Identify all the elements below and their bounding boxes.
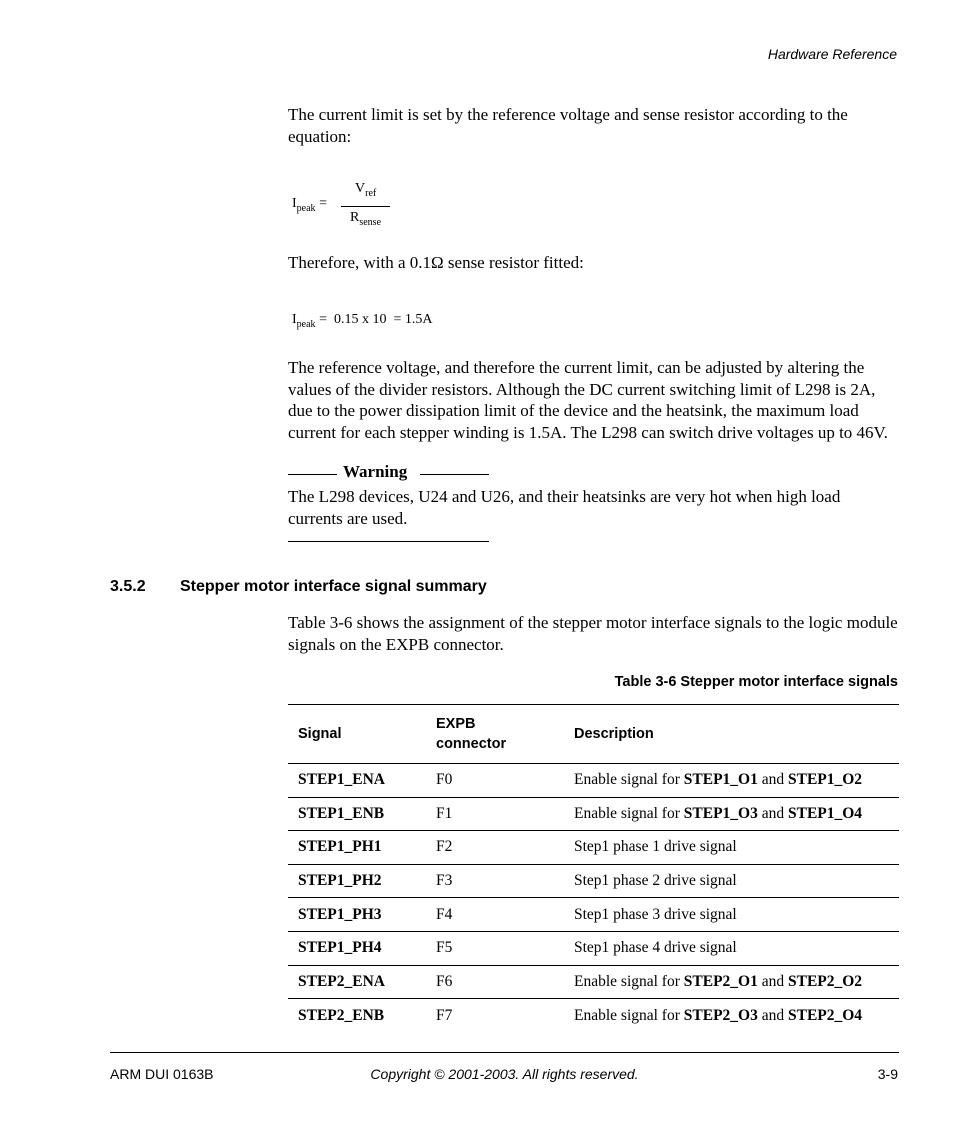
warning-title: Warning — [343, 462, 408, 481]
description-text: and — [757, 771, 788, 789]
adjust-paragraph: The reference voltage, and therefore the current limit, can be adjusted by altering the values of the divider resistors. Although the DC current switching limit of L298 is 2A, due to the power dissipation limit of the device and the heatsink, the maximum load current for each stepper winding is 1.5A. The L298 can switch drive voltages up to 46V. — [288, 358, 888, 442]
peak-current-calculation: $I_{peak} = 0.15$ x 10 = 1.5A — [292, 312, 433, 330]
equation-numerator: $V_{ref}$ — [355, 181, 377, 199]
description-text: and — [757, 972, 788, 990]
description-cell — [564, 797, 899, 831]
signal-cell: STEP1_PH3 — [298, 905, 382, 923]
warning-text: The L298 devices, U24 and U26, and their heatsinks are very hot when high load currents are used. — [288, 487, 841, 528]
description-signal-ref: STEP1_O2 — [787, 771, 863, 789]
signal-cell: STEP2_ENB — [298, 1006, 385, 1024]
description-cell — [564, 965, 899, 999]
description-text: and — [757, 1006, 788, 1024]
section-title: Stepper motor interface signal summary — [180, 578, 487, 595]
description-cell — [564, 864, 899, 898]
expb-cell: F0 — [436, 771, 453, 789]
table-header-row — [288, 705, 899, 764]
description-cell — [564, 831, 899, 865]
footer-rule — [110, 1052, 899, 1053]
fraction-bar — [341, 206, 390, 207]
description-signal-ref: STEP1_O4 — [787, 804, 863, 822]
table-row — [288, 764, 899, 798]
description-text: Step1 phase 3 drive signal — [574, 905, 737, 923]
expb-cell: F6 — [436, 972, 453, 990]
warning-rule-right — [420, 474, 489, 475]
expb-cell: F3 — [436, 872, 453, 890]
signal-cell: STEP1_ENB — [298, 804, 385, 822]
signal-cell: STEP1_PH4 — [298, 939, 382, 957]
therefore-paragraph: Therefore, with a 0.1Ω sense resistor fitted: — [288, 253, 584, 272]
footer-copyright: Copyright © 2001-2003. All rights reserved. — [370, 1066, 639, 1082]
description-cell — [564, 898, 899, 932]
description-text: and — [757, 804, 788, 822]
header-description: Description — [574, 726, 654, 742]
table-row — [288, 999, 899, 1033]
description-text: Enable signal for — [574, 1006, 684, 1024]
warning-rule-left — [288, 474, 337, 475]
warning-end-rule — [288, 541, 489, 542]
intro-paragraph: The current limit is set by the reference voltage and sense resistor according to the equation: — [288, 105, 848, 146]
description-signal-ref: STEP2_O4 — [787, 1006, 863, 1024]
equation-lhs: $I_{peak}$ = — [292, 196, 327, 214]
description-text: Enable signal for — [574, 771, 684, 789]
description-signal-ref: STEP1_O1 — [683, 771, 758, 789]
description-cell — [564, 931, 899, 965]
footer-page-number: 3-9 — [877, 1066, 898, 1082]
expb-cell: F5 — [436, 939, 453, 957]
table-row — [288, 864, 899, 898]
table-row — [288, 898, 899, 932]
equation-denominator: $R_{sense}$ — [350, 210, 382, 228]
header-expb: EXPB connector — [436, 716, 507, 752]
table-row — [288, 797, 899, 831]
description-text: Enable signal for — [574, 804, 684, 822]
expb-cell: F4 — [436, 905, 453, 923]
description-text: Step1 phase 2 drive signal — [574, 872, 737, 890]
table-intro-paragraph: Table 3-6 shows the assignment of the stepper motor interface signals to the logic module signals on the EXPB connector. — [288, 613, 898, 654]
signal-cell: STEP1_PH2 — [298, 872, 382, 890]
header-signal: Signal — [298, 726, 342, 742]
description-signal-ref: STEP2_O3 — [683, 1006, 758, 1024]
description-text: Enable signal for — [574, 972, 684, 990]
expb-cell: F7 — [436, 1006, 453, 1024]
description-cell — [564, 999, 899, 1033]
signals-table — [288, 704, 899, 1032]
signal-cell: STEP2_ENA — [298, 972, 385, 990]
running-head: Hardware Reference — [767, 46, 897, 62]
section-number: 3.5.2 — [110, 578, 146, 595]
signal-cell: STEP1_PH1 — [298, 838, 382, 856]
expb-cell: F2 — [436, 838, 453, 856]
description-signal-ref: STEP1_O3 — [683, 804, 758, 822]
description-text: Step1 phase 4 drive signal — [574, 939, 737, 957]
table-row — [288, 965, 899, 999]
description-signal-ref: STEP2_O1 — [683, 972, 758, 990]
table-row — [288, 931, 899, 965]
description-text: Step1 phase 1 drive signal — [574, 838, 737, 856]
description-signal-ref: STEP2_O2 — [787, 972, 863, 990]
table-body — [288, 764, 899, 1033]
current-limit-equation — [292, 180, 412, 236]
table-row — [288, 831, 899, 865]
expb-cell: F1 — [436, 804, 453, 822]
footer-doc-id: ARM DUI 0163B — [110, 1066, 214, 1082]
signal-cell: STEP1_ENA — [298, 771, 385, 789]
description-cell — [564, 764, 899, 798]
table-caption: Table 3-6 Stepper motor interface signals — [614, 674, 898, 690]
